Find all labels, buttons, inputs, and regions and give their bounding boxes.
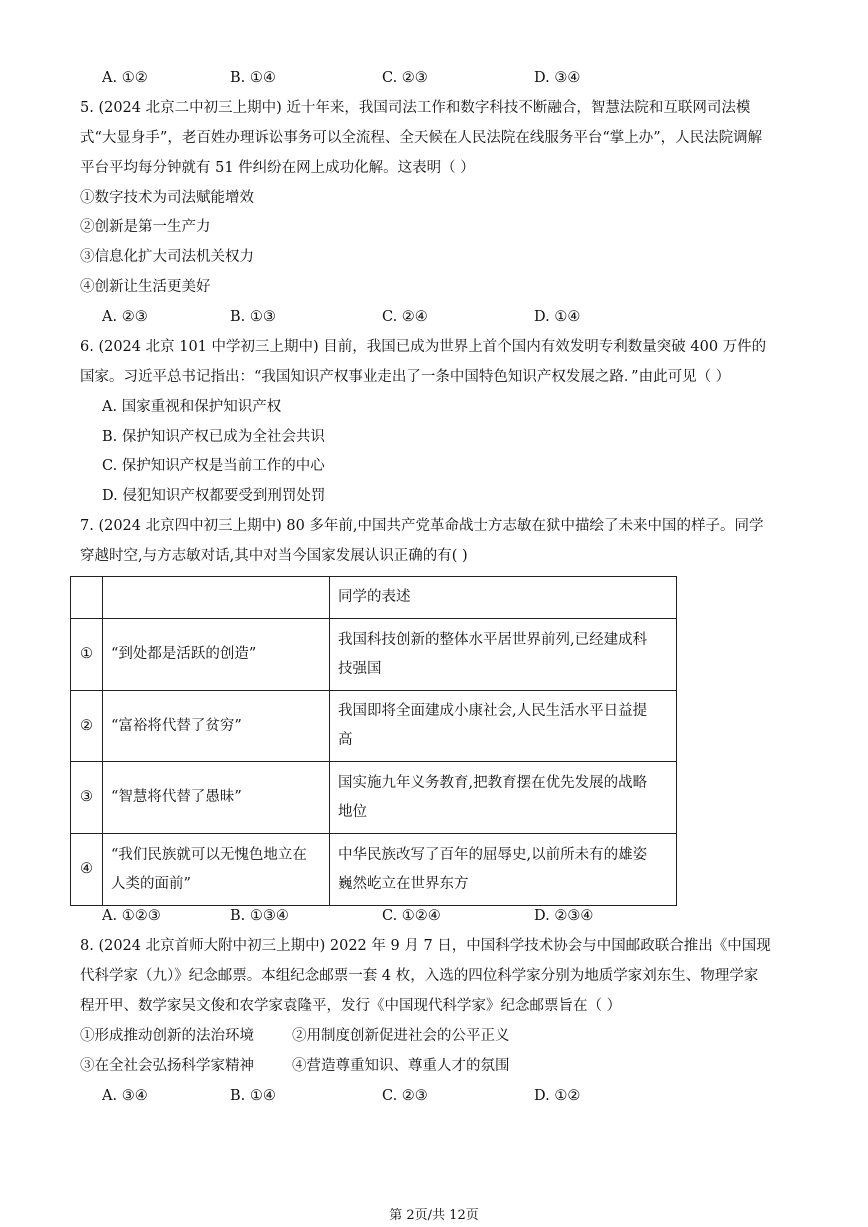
q4-option-b: B. ①④ — [230, 70, 276, 86]
q8-item-3: ③在全社会弘扬科学家精神 — [80, 1058, 254, 1074]
row-num: ③ — [71, 762, 103, 834]
row-quote — [103, 834, 330, 906]
q7-option-a: A. ①②③ — [102, 908, 161, 924]
q5-item-2: ②创新是第一生产力 — [80, 219, 211, 235]
page-footer: 第 2页/共 12页 — [389, 1208, 479, 1223]
q8-option-d: D. ①② — [534, 1088, 581, 1104]
row-statement — [330, 619, 677, 691]
header-cell-quote — [103, 577, 330, 619]
statement-line: 地位 — [338, 803, 367, 820]
q7-stem-line-2: 穿越时空,与方志敏对话,其中对当今国家发展认识正确的有( ) — [80, 548, 468, 564]
q5-stem-line-3: 平台平均每分钟就有 51 件纠纷在网上成功化解。这表明（ ） — [80, 160, 475, 176]
statement-line: 巍然屹立在世界东方 — [338, 875, 469, 892]
q5-stem-line-1: 5. (2024 北京二中初三上期中) 近十年来，我国司法工作和数字科技不断融合，智慧法院和互联网司法模 — [80, 100, 751, 116]
q7-option-b: B. ①③④ — [230, 908, 289, 924]
q6-option-d: D. 侵犯知识产权都要受到刑罚处罚 — [102, 488, 326, 504]
q5-option-b: B. ①③ — [230, 309, 276, 325]
q7-stem-line-1: 7. (2024 北京四中初三上期中) 80 多年前,中国共产党革命战士方志敏在狱中描绘了未来中国的样子。同学 — [80, 518, 764, 534]
q5-item-3: ③信息化扩大司法机关权力 — [80, 249, 254, 265]
quote-line: 人类的面前” — [111, 875, 191, 892]
q5-option-a: A. ②③ — [102, 309, 148, 325]
q8-stem-line-1: 8. (2024 北京首师大附中初三上期中) 2022 年 9 月 7 日，中国科学技术协会与中国邮政联合推出《中国现 — [80, 938, 771, 954]
q8-stem-line-3: 程开甲、数学家吴文俊和农学家袁隆平，发行《中国现代科学家》纪念邮票旨在（ ） — [80, 998, 622, 1014]
q8-item-4: ④营造尊重知识、尊重人才的氛围 — [292, 1058, 510, 1074]
row-statement — [330, 762, 677, 834]
statement-line: 我国科技创新的整体水平居世界前列,已经建成科 — [338, 631, 648, 648]
row-quote: “富裕将代替了贫穷” — [103, 691, 330, 762]
row-quote: “到处都是活跃的创造” — [103, 619, 330, 691]
q6-option-b: B. 保护知识产权已成为全社会共识 — [102, 429, 325, 445]
q8-option-c: C. ②③ — [382, 1088, 428, 1104]
table-row — [71, 762, 677, 834]
statement-line: 高 — [338, 732, 353, 748]
row-quote: “智慧将代替了愚昧” — [103, 762, 330, 834]
q6-stem-line-1: 6. (2024 北京 101 中学初三上期中) 目前，我国已成为世界上首个国内有效发明专利数量突破 400 万件的 — [80, 339, 767, 355]
q8-option-b: B. ①④ — [230, 1088, 276, 1104]
q4-option-d: D. ③④ — [534, 70, 581, 86]
row-statement — [330, 691, 677, 762]
q6-option-a: A. 国家重视和保护知识产权 — [102, 399, 282, 415]
q8-stem-line-2: 代科学家（九）》纪念邮票。本组纪念邮票一套 4 枚，入选的四位科学家分别为地质学家刘东生、物理学家 — [80, 968, 759, 984]
q6-stem-line-2: 国家。习近平总书记指出：“我国知识产权事业走出了一条中国特色知识产权发展之路．”由此可见（ ） — [80, 369, 731, 385]
q8-item-1: ①形成推动创新的法治环境 — [80, 1028, 254, 1044]
q4-option-a: A. ①② — [102, 70, 148, 86]
statement-line: 中华民族改写了百年的屈辱史,以前所未有的雄姿 — [338, 846, 648, 863]
q5-item-4: ④创新让生活更美好 — [80, 279, 211, 295]
row-num: ① — [71, 619, 103, 691]
row-statement — [330, 834, 677, 906]
table-header-row — [71, 577, 677, 619]
q5-option-d: D. ①④ — [534, 309, 581, 325]
table-row — [71, 834, 677, 906]
q7-option-d: D. ②③④ — [534, 908, 594, 924]
q8-item-2: ②用制度创新促进社会的公平正义 — [292, 1028, 510, 1044]
row-num: ④ — [71, 834, 103, 906]
q4-option-c: C. ②③ — [382, 70, 428, 86]
q5-option-c: C. ②④ — [382, 309, 428, 325]
q5-stem-line-2: 式“大显身手”，老百姓办理诉讼事务可以全流程、全天候在人民法院在线服务平台“掌上办”，人民法院调解 — [80, 130, 763, 146]
statement-line: 国实施九年义务教育,把教育摆在优先发展的战略 — [338, 774, 648, 791]
header-cell-num — [71, 577, 103, 619]
table-row — [71, 691, 677, 762]
header-cell-statement: 同学的表述 — [330, 577, 677, 619]
table-row — [71, 619, 677, 691]
q8-option-a: A. ③④ — [102, 1088, 148, 1104]
row-num: ② — [71, 691, 103, 762]
q7-option-c: C. ①②④ — [382, 908, 441, 924]
statement-line: 我国即将全面建成小康社会,人民生活水平日益提 — [338, 703, 648, 719]
q5-item-1: ①数字技术为司法赋能增效 — [80, 190, 254, 206]
q7-table — [70, 576, 677, 906]
q6-option-c: C. 保护知识产权是当前工作的中心 — [102, 458, 325, 474]
statement-line: 技强国 — [338, 660, 382, 677]
quote-line: “我们民族就可以无愧色地立在 — [111, 846, 307, 863]
